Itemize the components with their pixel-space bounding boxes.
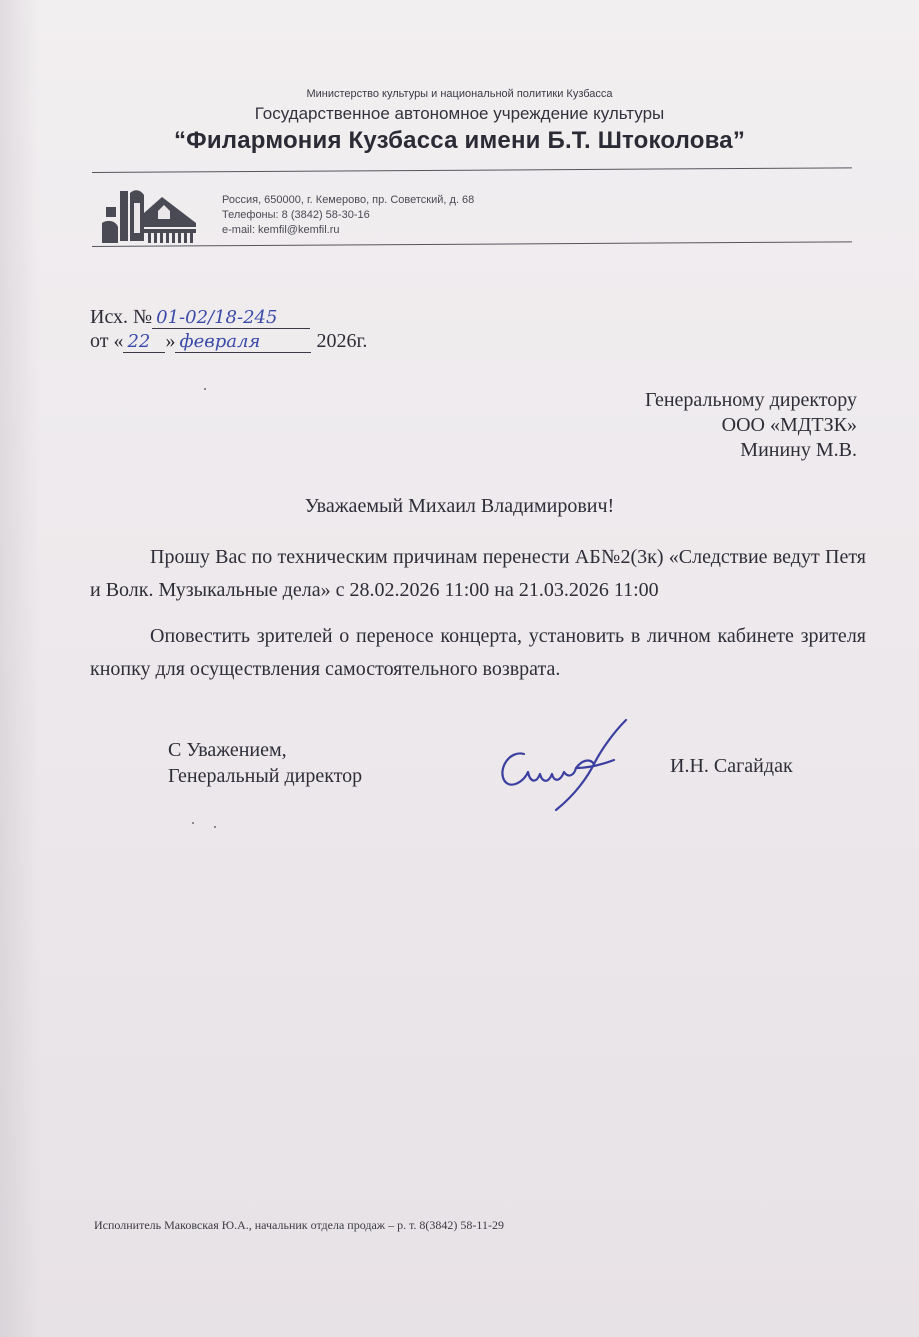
greeting: Уважаемый Михаил Владимирович! [304, 495, 615, 517]
handwritten-signature [490, 712, 640, 812]
addressee-name: Минину М.В. [740, 439, 857, 461]
date-day: 22 [123, 331, 165, 353]
paper-speck [192, 822, 194, 824]
paper-speck [214, 826, 216, 828]
date-month: февраля [175, 331, 311, 353]
reference-label: Исх. № [90, 306, 153, 328]
address-text: Россия, 650000, г. Кемерово, пр. Советский, д. 68 [222, 194, 475, 206]
email-text: e-mail: kemfil@kemfil.ru [222, 224, 340, 236]
body-paragraph-2 [90, 620, 866, 686]
outgoing-date [90, 330, 367, 353]
signer-name: И.Н. Сагайдак [670, 755, 793, 777]
institution-name: “Филармония Кузбасса имени Б.Т. Штоколова” [173, 127, 746, 154]
reference-number: 01-02/18-245 [152, 307, 310, 329]
paper-speck [204, 388, 206, 390]
signer-position: Генеральный директор [168, 765, 363, 787]
body-paragraph-1 [90, 541, 866, 607]
signature-closing-block [168, 737, 362, 789]
date-prefix: от « [90, 330, 124, 352]
philharmonic-logo-icon [100, 183, 212, 249]
addressee-company: ООО «МДТЗК» [721, 414, 857, 436]
institution-type: Государственное автономное учреждение культуры [254, 104, 665, 123]
page-shadow [0, 0, 40, 1337]
closing-text: С Уважением, [168, 739, 287, 761]
phones-text: Телефоны: 8 (3842) 58-30-16 [222, 209, 370, 221]
date-mid: » [165, 330, 176, 352]
ministry-name: Министерство культуры и национальной политики Кузбасса [306, 88, 613, 100]
date-year: 2026г. [316, 330, 368, 352]
addressee-position: Генеральному директору [644, 389, 857, 411]
executor-note: Исполнитель Маковская Ю.А., начальник отдела продаж – р. т. 8(3842) 58-11-29 [94, 1218, 504, 1232]
contact-block [222, 193, 474, 238]
outgoing-reference [90, 306, 310, 329]
paragraph-1-text: Прошу Вас по техническим причинам перенести АБ№2(3к) «Следствие ведут Петя и Волк. Музыкальные дела» с 28.02.2026 11:00 на 21.03.2026 11:00 [90, 546, 866, 601]
paragraph-2-text: Оповестить зрителей о переносе концерта, установить в личном кабинете зрителя кнопку для осуществления самостоятельного возврата. [90, 625, 866, 680]
addressee-block [645, 388, 857, 463]
letterhead-top-rule [92, 167, 852, 173]
